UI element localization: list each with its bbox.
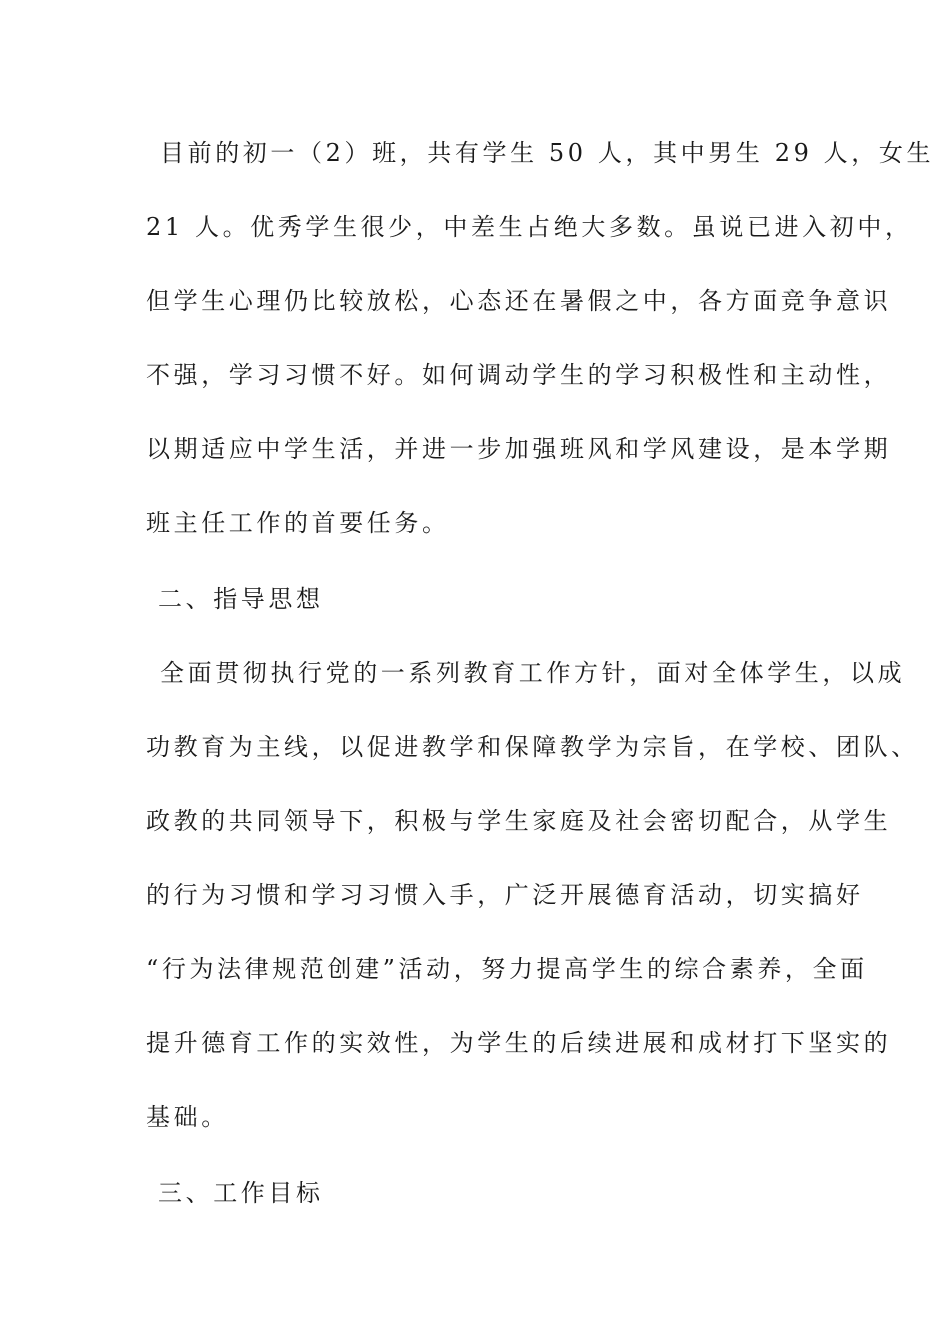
paragraph-line: 全面贯彻执行党的一系列教育工作方针，面对全体学生，以成 <box>160 659 906 687</box>
paragraph-line: 班主任工作的首要任务。 <box>146 509 450 537</box>
section-heading: 二、指导思想 <box>158 585 324 613</box>
paragraph-line: 不强，学习习惯不好。如何调动学生的学习积极性和主动性， <box>146 361 892 389</box>
paragraph-line: 目前的初一（2）班，共有学生 50 人，其中男生 29 人，女生 <box>160 139 935 167</box>
paragraph-line: 以期适应中学生活，并进一步加强班风和学风建设，是本学期 <box>146 435 892 463</box>
paragraph-line: “行为法律规范创建”活动，努力提高学生的综合素养，全面 <box>146 955 868 983</box>
paragraph-line: 的行为习惯和学习习惯入手，广泛开展德育活动，切实搞好 <box>146 881 864 909</box>
section-heading: 三、工作目标 <box>158 1179 324 1207</box>
paragraph-line: 政教的共同领导下，积极与学生家庭及社会密切配合，从学生 <box>146 807 892 835</box>
paragraph-line: 基础。 <box>146 1103 229 1131</box>
paragraph-line: 但学生心理仍比较放松，心态还在暑假之中，各方面竞争意识 <box>146 287 892 315</box>
paragraph-line: 功教育为主线，以促进教学和保障教学为宗旨，在学校、团队、 <box>146 733 919 761</box>
paragraph-line: 提升德育工作的实效性，为学生的后续进展和成材打下坚实的 <box>146 1029 892 1057</box>
paragraph-line: 21 人。优秀学生很少，中差生占绝大多数。虽说已进入初中， <box>146 213 913 241</box>
